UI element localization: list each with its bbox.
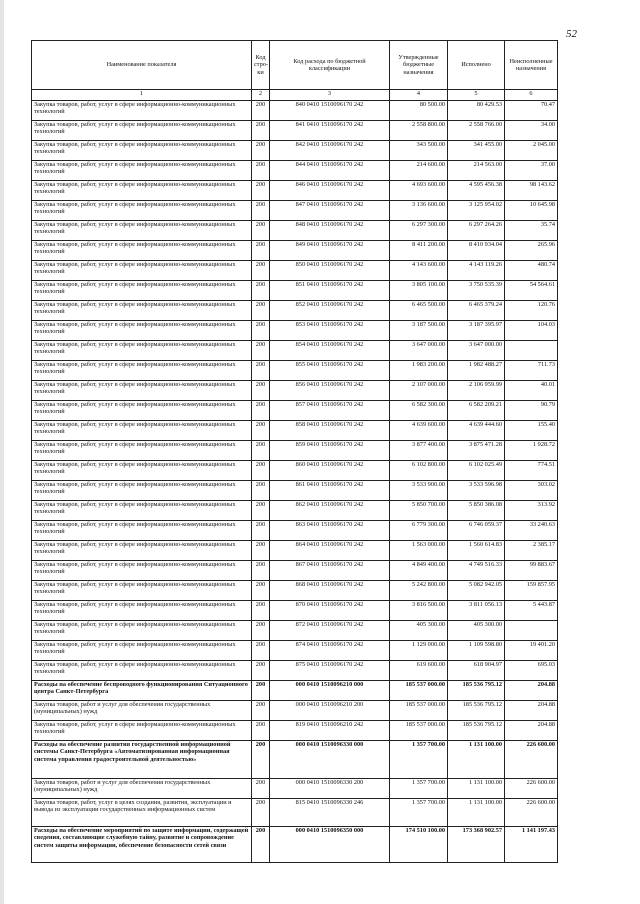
row-name: Закупка товаров, работ, услуг в сфере информационно-коммуникационных технологий (32, 661, 252, 681)
row-remaining: 37.00 (505, 161, 558, 181)
row-approved: 185 537 000.00 (390, 701, 448, 721)
table-row (32, 201, 558, 221)
row-remaining: 1 928.72 (505, 441, 558, 461)
row-executed: 3 125 954.02 (448, 201, 505, 221)
row-remaining: 711.73 (505, 361, 558, 381)
row-name: Закупка товаров, работ, услуг в сфере информационно-коммуникационных технологий (32, 321, 252, 341)
row-remaining: 226 600.00 (505, 779, 558, 799)
row-executed: 4 639 444.60 (448, 421, 505, 441)
row-line-code: 200 (252, 581, 270, 601)
row-line-code: 200 (252, 561, 270, 581)
table-row (32, 741, 558, 779)
row-line-code: 200 (252, 181, 270, 201)
row-budget-code: 000 0410 1510096330 000 (270, 741, 390, 779)
column-number: 1 (32, 90, 252, 101)
row-name: Закупка товаров, работ, услуг в сфере информационно-коммуникационных технологий (32, 341, 252, 361)
row-line-code: 200 (252, 461, 270, 481)
row-line-code: 200 (252, 201, 270, 221)
row-executed: 6 102 025.49 (448, 461, 505, 481)
row-name: Закупка товаров, работ и услуг для обеспечения государственных (муниципальных) нужд (32, 779, 252, 799)
table-row (32, 241, 558, 261)
row-line-code: 200 (252, 281, 270, 301)
row-remaining: 120.76 (505, 301, 558, 321)
row-approved: 214 600.00 (390, 161, 448, 181)
table-row (32, 779, 558, 799)
row-name: Закупка товаров, работ, услуг в сфере информационно-коммуникационных технологий (32, 541, 252, 561)
row-executed: 341 455.00 (448, 141, 505, 161)
row-name: Закупка товаров, работ, услуг в сфере информационно-коммуникационных технологий (32, 501, 252, 521)
table-row (32, 101, 558, 121)
row-executed: 4 595 456.38 (448, 181, 505, 201)
row-name: Расходы на обеспечение развития государственной информационной системы Санкт-Петербурга «Автоматизированная информационная система управления градостроительной деятельностью» (32, 741, 252, 779)
row-executed: 2 558 766.00 (448, 121, 505, 141)
row-approved: 6 779 300.00 (390, 521, 448, 541)
row-budget-code: 856 0410 1510096170 242 (270, 381, 390, 401)
row-budget-code: 853 0410 1510096170 242 (270, 321, 390, 341)
row-remaining: 265.96 (505, 241, 558, 261)
row-name: Расходы на обеспечение мероприятий по защите информации, содержащей сведения, составляющие служебную тайну, развитие и сопровождение систем защиты информации, обеспечение безопасности сетей связи (32, 827, 252, 863)
row-approved: 4 639 600.00 (390, 421, 448, 441)
row-budget-code: 862 0410 1510096170 242 (270, 501, 390, 521)
row-budget-code: 000 0410 1510096330 200 (270, 779, 390, 799)
row-approved: 4 693 600.00 (390, 181, 448, 201)
row-name: Закупка товаров, работ, услуг в сфере информационно-коммуникационных технологий (32, 381, 252, 401)
row-approved: 619 600.00 (390, 661, 448, 681)
row-remaining: 40.01 (505, 381, 558, 401)
row-remaining: 19 401.20 (505, 641, 558, 661)
table-row (32, 341, 558, 361)
row-name: Закупка товаров, работ, услуг в сфере информационно-коммуникационных технологий (32, 241, 252, 261)
header-line-code: Код стро-ки (252, 41, 270, 90)
table-row (32, 441, 558, 461)
row-line-code: 200 (252, 141, 270, 161)
row-budget-code: 844 0410 1510096170 242 (270, 161, 390, 181)
row-line-code: 200 (252, 301, 270, 321)
row-approved: 3 533 900.00 (390, 481, 448, 501)
header-approved: Утвержденные бюджетные назначения (390, 41, 448, 90)
row-approved: 3 647 000.00 (390, 341, 448, 361)
row-remaining: 480.74 (505, 261, 558, 281)
row-line-code: 200 (252, 779, 270, 799)
row-name: Закупка товаров, работ, услуг в сфере информационно-коммуникационных технологий (32, 221, 252, 241)
row-name: Расходы на обеспечение беспроводного функционирования Ситуационного центра Санкт-Петербурга (32, 681, 252, 701)
row-remaining: 695.03 (505, 661, 558, 681)
table-row (32, 581, 558, 601)
row-approved: 5 242 800.00 (390, 581, 448, 601)
row-executed: 3 187 395.97 (448, 321, 505, 341)
row-budget-code: 852 0410 1510096170 242 (270, 301, 390, 321)
row-name: Закупка товаров, работ и услуг для обеспечения государственных (муниципальных) нужд (32, 701, 252, 721)
row-remaining: 313.92 (505, 501, 558, 521)
row-executed: 214 563.00 (448, 161, 505, 181)
row-remaining: 2 045.00 (505, 141, 558, 161)
row-executed: 3 875 471.28 (448, 441, 505, 461)
row-executed: 6 465 379.24 (448, 301, 505, 321)
row-executed: 5 850 386.08 (448, 501, 505, 521)
row-name: Закупка товаров, работ, услуг в сфере информационно-коммуникационных технологий (32, 181, 252, 201)
row-budget-code: 848 0410 1510096170 242 (270, 221, 390, 241)
row-line-code: 200 (252, 799, 270, 827)
row-name: Закупка товаров, работ, услуг в сфере информационно-коммуникационных технологий (32, 441, 252, 461)
row-remaining: 98 143.62 (505, 181, 558, 201)
row-remaining: 34.00 (505, 121, 558, 141)
row-name: Закупка товаров, работ, услуг в сфере информационно-коммуникационных технологий (32, 601, 252, 621)
row-budget-code: 841 0410 1510096170 242 (270, 121, 390, 141)
row-executed: 173 368 902.57 (448, 827, 505, 863)
row-line-code: 200 (252, 641, 270, 661)
row-budget-code: 855 0410 1510096170 242 (270, 361, 390, 381)
row-executed: 8 410 934.04 (448, 241, 505, 261)
row-budget-code: 868 0410 1510096170 242 (270, 581, 390, 601)
row-name: Закупка товаров, работ, услуг в сфере информационно-коммуникационных технологий (32, 561, 252, 581)
row-line-code: 200 (252, 121, 270, 141)
row-executed: 1 131 100.00 (448, 799, 505, 827)
table-row (32, 799, 558, 827)
row-executed: 1 982 488.27 (448, 361, 505, 381)
page-number: 52 (566, 28, 577, 40)
row-budget-code: 851 0410 1510096170 242 (270, 281, 390, 301)
row-approved: 4 143 600.00 (390, 261, 448, 281)
row-executed: 1 560 614.83 (448, 541, 505, 561)
row-remaining: 5 443.87 (505, 601, 558, 621)
row-executed: 2 106 959.99 (448, 381, 505, 401)
row-budget-code: 861 0410 1510096170 242 (270, 481, 390, 501)
row-line-code: 200 (252, 361, 270, 381)
table-row (32, 121, 558, 141)
row-line-code: 200 (252, 721, 270, 741)
row-name: Закупка товаров, работ, услуг в сфере информационно-коммуникационных технологий (32, 621, 252, 641)
row-remaining: 54 564.61 (505, 281, 558, 301)
row-approved: 2 558 800.00 (390, 121, 448, 141)
row-budget-code: 000 0410 1510096210 000 (270, 681, 390, 701)
row-name: Закупка товаров, работ, услуг в сфере информационно-коммуникационных технологий (32, 581, 252, 601)
row-name: Закупка товаров, работ, услуг в сфере информационно-коммуникационных технологий (32, 161, 252, 181)
row-remaining: 104.03 (505, 321, 558, 341)
row-approved: 1 983 200.00 (390, 361, 448, 381)
row-approved: 6 465 500.00 (390, 301, 448, 321)
table-row (32, 541, 558, 561)
header-row (32, 41, 558, 90)
row-remaining (505, 621, 558, 641)
row-name: Закупка товаров, работ, услуг в сфере информационно-коммуникационных технологий (32, 121, 252, 141)
row-budget-code: 859 0410 1510096170 242 (270, 441, 390, 461)
row-line-code: 200 (252, 601, 270, 621)
row-executed: 405 300.00 (448, 621, 505, 641)
row-approved: 185 537 000.00 (390, 681, 448, 701)
row-approved: 80 500.00 (390, 101, 448, 121)
row-remaining: 774.51 (505, 461, 558, 481)
row-executed: 4 749 516.33 (448, 561, 505, 581)
table-row (32, 221, 558, 241)
row-executed: 6 582 209.21 (448, 401, 505, 421)
row-budget-code: 850 0410 1510096170 242 (270, 261, 390, 281)
row-budget-code: 857 0410 1510096170 242 (270, 401, 390, 421)
row-line-code: 200 (252, 321, 270, 341)
row-remaining: 226 600.00 (505, 741, 558, 779)
row-approved: 3 805 100.00 (390, 281, 448, 301)
table-row (32, 561, 558, 581)
row-line-code: 200 (252, 521, 270, 541)
row-line-code: 200 (252, 621, 270, 641)
table-row (32, 601, 558, 621)
row-line-code: 200 (252, 241, 270, 261)
row-line-code: 200 (252, 661, 270, 681)
column-number: 5 (448, 90, 505, 101)
row-name: Закупка товаров, работ, услуг в сфере информационно-коммуникационных технологий (32, 481, 252, 501)
table-row (32, 321, 558, 341)
row-approved: 405 300.00 (390, 621, 448, 641)
row-line-code: 200 (252, 261, 270, 281)
row-remaining: 303.02 (505, 481, 558, 501)
table-row (32, 361, 558, 381)
row-remaining: 33 240.63 (505, 521, 558, 541)
table-row (32, 827, 558, 863)
row-executed: 80 429.53 (448, 101, 505, 121)
row-budget-code: 867 0410 1510096170 242 (270, 561, 390, 581)
row-budget-code: 000 0410 1510096210 200 (270, 701, 390, 721)
row-name: Закупка товаров, работ, услуг в сфере информационно-коммуникационных технологий (32, 421, 252, 441)
row-executed: 1 131 100.00 (448, 741, 505, 779)
row-approved: 185 537 000.00 (390, 721, 448, 741)
row-budget-code: 864 0410 1510096170 242 (270, 541, 390, 561)
row-approved: 1 357 700.00 (390, 799, 448, 827)
row-line-code: 200 (252, 381, 270, 401)
row-approved: 3 187 500.00 (390, 321, 448, 341)
row-remaining: 1 141 197.43 (505, 827, 558, 863)
row-remaining: 155.40 (505, 421, 558, 441)
table-row (32, 141, 558, 161)
table-row (32, 161, 558, 181)
row-approved: 6 297 300.00 (390, 221, 448, 241)
row-approved: 5 850 700.00 (390, 501, 448, 521)
table-row (32, 681, 558, 701)
row-line-code: 200 (252, 481, 270, 501)
row-name: Закупка товаров, работ, услуг в сфере информационно-коммуникационных технологий (32, 141, 252, 161)
row-budget-code: 849 0410 1510096170 242 (270, 241, 390, 261)
table-row (32, 481, 558, 501)
table-body (32, 101, 558, 863)
column-number: 2 (252, 90, 270, 101)
row-remaining: 204.88 (505, 721, 558, 741)
budget-execution-table (31, 40, 558, 863)
header-indicator-name: Наименование показателя (32, 41, 252, 90)
row-line-code: 200 (252, 421, 270, 441)
table-row (32, 621, 558, 641)
row-name: Закупка товаров, работ, услуг в сфере информационно-коммуникационных технологий (32, 101, 252, 121)
row-name: Закупка товаров, работ, услуг в сфере информационно-коммуникационных технологий (32, 201, 252, 221)
row-executed: 185 536 795.12 (448, 721, 505, 741)
table-row (32, 421, 558, 441)
row-line-code: 200 (252, 401, 270, 421)
scan-edge (0, 0, 4, 904)
row-line-code: 200 (252, 541, 270, 561)
row-executed: 185 536 795.12 (448, 701, 505, 721)
row-executed: 6 746 059.37 (448, 521, 505, 541)
row-executed: 1 131 100.00 (448, 779, 505, 799)
row-executed: 3 647 000.00 (448, 341, 505, 361)
row-budget-code: 875 0410 1510096170 242 (270, 661, 390, 681)
row-approved: 8 411 200.00 (390, 241, 448, 261)
row-remaining: 226 600.00 (505, 799, 558, 827)
row-budget-code: 846 0410 1510096170 242 (270, 181, 390, 201)
row-approved: 2 107 000.00 (390, 381, 448, 401)
column-number-row (32, 90, 558, 101)
row-name: Закупка товаров, работ, услуг в сфере информационно-коммуникационных технологий (32, 281, 252, 301)
row-executed: 618 904.97 (448, 661, 505, 681)
row-remaining: 204.88 (505, 681, 558, 701)
table-row (32, 381, 558, 401)
row-approved: 4 849 400.00 (390, 561, 448, 581)
row-budget-code: 854 0410 1510096170 242 (270, 341, 390, 361)
row-remaining (505, 341, 558, 361)
row-executed: 5 082 942.05 (448, 581, 505, 601)
row-executed: 6 297 264.26 (448, 221, 505, 241)
row-remaining: 2 385.17 (505, 541, 558, 561)
table-row (32, 461, 558, 481)
table-row (32, 721, 558, 741)
row-line-code: 200 (252, 101, 270, 121)
row-line-code: 200 (252, 441, 270, 461)
row-remaining: 90.79 (505, 401, 558, 421)
row-approved: 3 877 400.00 (390, 441, 448, 461)
row-approved: 1 563 000.00 (390, 541, 448, 561)
row-budget-code: 858 0410 1510096170 242 (270, 421, 390, 441)
row-remaining: 204.88 (505, 701, 558, 721)
row-name: Закупка товаров, работ, услуг в сфере информационно-коммуникационных технологий (32, 641, 252, 661)
row-remaining: 10 645.98 (505, 201, 558, 221)
table-row (32, 281, 558, 301)
row-line-code: 200 (252, 221, 270, 241)
row-approved: 1 357 700.00 (390, 779, 448, 799)
header-budget-code: Код расхода по бюджетной классификации (270, 41, 390, 90)
row-name: Закупка товаров, работ, услуг в сфере информационно-коммуникационных технологий (32, 461, 252, 481)
row-executed: 185 536 795.12 (448, 681, 505, 701)
row-executed: 3 533 596.98 (448, 481, 505, 501)
row-line-code: 200 (252, 741, 270, 779)
row-remaining: 70.47 (505, 101, 558, 121)
row-executed: 3 750 535.39 (448, 281, 505, 301)
row-budget-code: 863 0410 1510096170 242 (270, 521, 390, 541)
row-executed: 3 811 056.13 (448, 601, 505, 621)
row-name: Закупка товаров, работ, услуг в сфере информационно-коммуникационных технологий (32, 401, 252, 421)
table-row (32, 401, 558, 421)
row-approved: 343 500.00 (390, 141, 448, 161)
row-budget-code: 870 0410 1510096170 242 (270, 601, 390, 621)
row-approved: 174 510 100.00 (390, 827, 448, 863)
table-row (32, 301, 558, 321)
row-budget-code: 819 0410 1510096210 242 (270, 721, 390, 741)
table-row (32, 521, 558, 541)
table-row (32, 641, 558, 661)
row-approved: 3 816 500.00 (390, 601, 448, 621)
row-line-code: 200 (252, 341, 270, 361)
row-budget-code: 847 0410 1510096170 242 (270, 201, 390, 221)
row-approved: 6 582 300.00 (390, 401, 448, 421)
row-budget-code: 000 0410 1510096350 000 (270, 827, 390, 863)
row-budget-code: 815 0410 1510096330 246 (270, 799, 390, 827)
row-name: Закупка товаров, работ, услуг в сфере информационно-коммуникационных технологий (32, 721, 252, 741)
row-remaining: 159 857.95 (505, 581, 558, 601)
table-row (32, 501, 558, 521)
row-name: Закупка товаров, работ, услуг в целях создания, развития, эксплуатации и вывода из эксплуатации государственных информационных систем (32, 799, 252, 827)
table-row (32, 661, 558, 681)
column-number: 6 (505, 90, 558, 101)
row-approved: 6 102 800.00 (390, 461, 448, 481)
row-name: Закупка товаров, работ, услуг в сфере информационно-коммуникационных технологий (32, 521, 252, 541)
row-remaining: 35.74 (505, 221, 558, 241)
row-name: Закупка товаров, работ, услуг в сфере информационно-коммуникационных технологий (32, 261, 252, 281)
row-line-code: 200 (252, 681, 270, 701)
row-name: Закупка товаров, работ, услуг в сфере информационно-коммуникационных технологий (32, 301, 252, 321)
row-approved: 3 136 600.00 (390, 201, 448, 221)
table-row (32, 701, 558, 721)
header-remaining: Неисполненные назначения (505, 41, 558, 90)
row-line-code: 200 (252, 161, 270, 181)
row-executed: 4 143 119.26 (448, 261, 505, 281)
row-budget-code: 872 0410 1510096170 242 (270, 621, 390, 641)
row-name: Закупка товаров, работ, услуг в сфере информационно-коммуникационных технологий (32, 361, 252, 381)
row-executed: 1 109 598.80 (448, 641, 505, 661)
row-budget-code: 874 0410 1510096170 242 (270, 641, 390, 661)
row-line-code: 200 (252, 701, 270, 721)
table-row (32, 181, 558, 201)
row-budget-code: 840 0410 1510096170 242 (270, 101, 390, 121)
row-budget-code: 842 0410 1510096170 242 (270, 141, 390, 161)
row-approved: 1 129 000.00 (390, 641, 448, 661)
row-budget-code: 860 0410 1510096170 242 (270, 461, 390, 481)
row-approved: 1 357 700.00 (390, 741, 448, 779)
column-number: 4 (390, 90, 448, 101)
row-remaining: 99 883.67 (505, 561, 558, 581)
header-executed: Исполнено (448, 41, 505, 90)
row-line-code: 200 (252, 501, 270, 521)
table-row (32, 261, 558, 281)
row-line-code: 200 (252, 827, 270, 863)
column-number: 3 (270, 90, 390, 101)
